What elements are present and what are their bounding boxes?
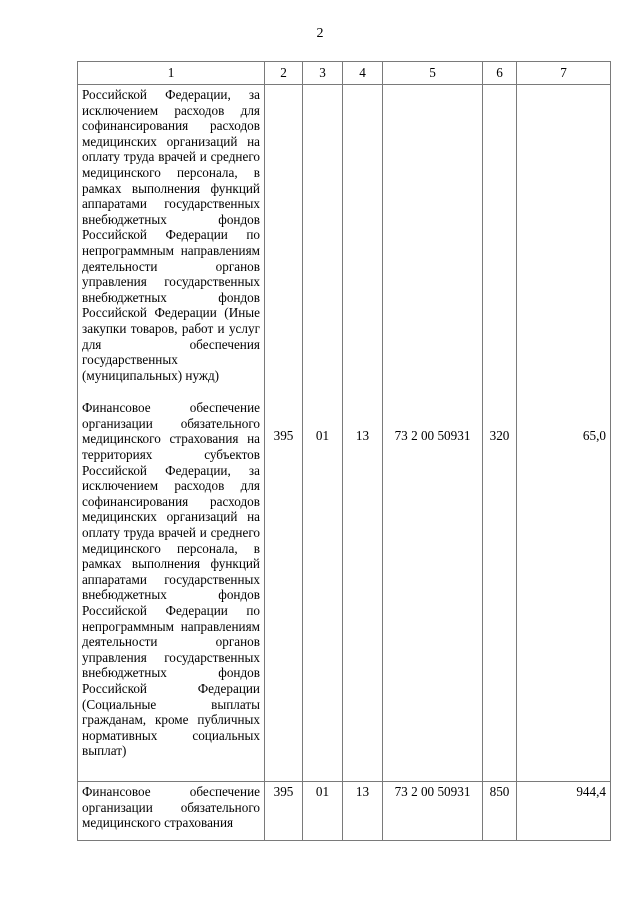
row-cell-subsection: 13	[343, 782, 383, 841]
row-cell-expense-type: 850	[483, 782, 517, 841]
column-header: 6	[483, 62, 517, 85]
row-description: Финансовое обеспечение организации обязательного медицинского страхования	[78, 782, 265, 841]
row-cell-amount	[517, 85, 611, 782]
column-header: 4	[343, 62, 383, 85]
table-row	[78, 782, 611, 841]
row-cell-admin-code	[265, 85, 303, 782]
cell-value: 395	[273, 428, 294, 443]
page-number: 2	[316, 26, 324, 41]
row-cell-amount: 944,4	[517, 782, 611, 841]
row-cell-admin-code: 395	[265, 782, 303, 841]
table-row	[78, 85, 611, 782]
cell-value: 320	[489, 428, 510, 443]
row-cell-target-article: 73 2 00 50931	[383, 782, 483, 841]
description-paragraph: Российской Федерации, за исключением расходов для софинансирования расходов медицинских организаций на оплату труда врачей и среднего медицинского персонала, в рамках выполнения функций аппаратами государственных внебюджетных фондов Российской Федерации по непрограммным направлениям деятельности органов управления государственных внебюджетных фондов Российской Федерации (Иные закупки товаров, работ и услуг для обеспечения государственных (муниципальных) нужд)	[82, 87, 260, 383]
column-header: 3	[303, 62, 343, 85]
row-cell-section	[303, 85, 343, 782]
cell-value: 13	[355, 428, 370, 443]
row-cell-expense-type	[483, 85, 517, 782]
column-header: 1	[78, 62, 265, 85]
table-header-row	[78, 62, 611, 85]
column-header: 2	[265, 62, 303, 85]
column-header: 7	[517, 62, 611, 85]
column-header: 5	[383, 62, 483, 85]
cell-value: 65,0	[582, 428, 606, 443]
cell-value: 73 2 00 50931	[394, 428, 471, 443]
row-cell-section: 01	[303, 782, 343, 841]
cell-value: 01	[315, 428, 330, 443]
row-cell-subsection	[343, 85, 383, 782]
row-cell-target-article	[383, 85, 483, 782]
description-paragraph: Финансовое обеспечение организации обязательного медицинского страхования на территориях субъектов Российской Федерации, за исключением расходов для софинансирования расходов медицинских организаций на оплату труда врачей и среднего медицинского персонала, в рамках выполнения функций аппаратами государственных внебюджетных фондов Российской Федерации по непрограммным направлениям деятельности органов управления государственных внебюджетных фондов Российской Федерации (Социальные выплаты гражданам, кроме публичных нормативных социальных выплат)	[82, 400, 260, 759]
budget-table	[77, 61, 611, 841]
row-description	[78, 85, 265, 782]
